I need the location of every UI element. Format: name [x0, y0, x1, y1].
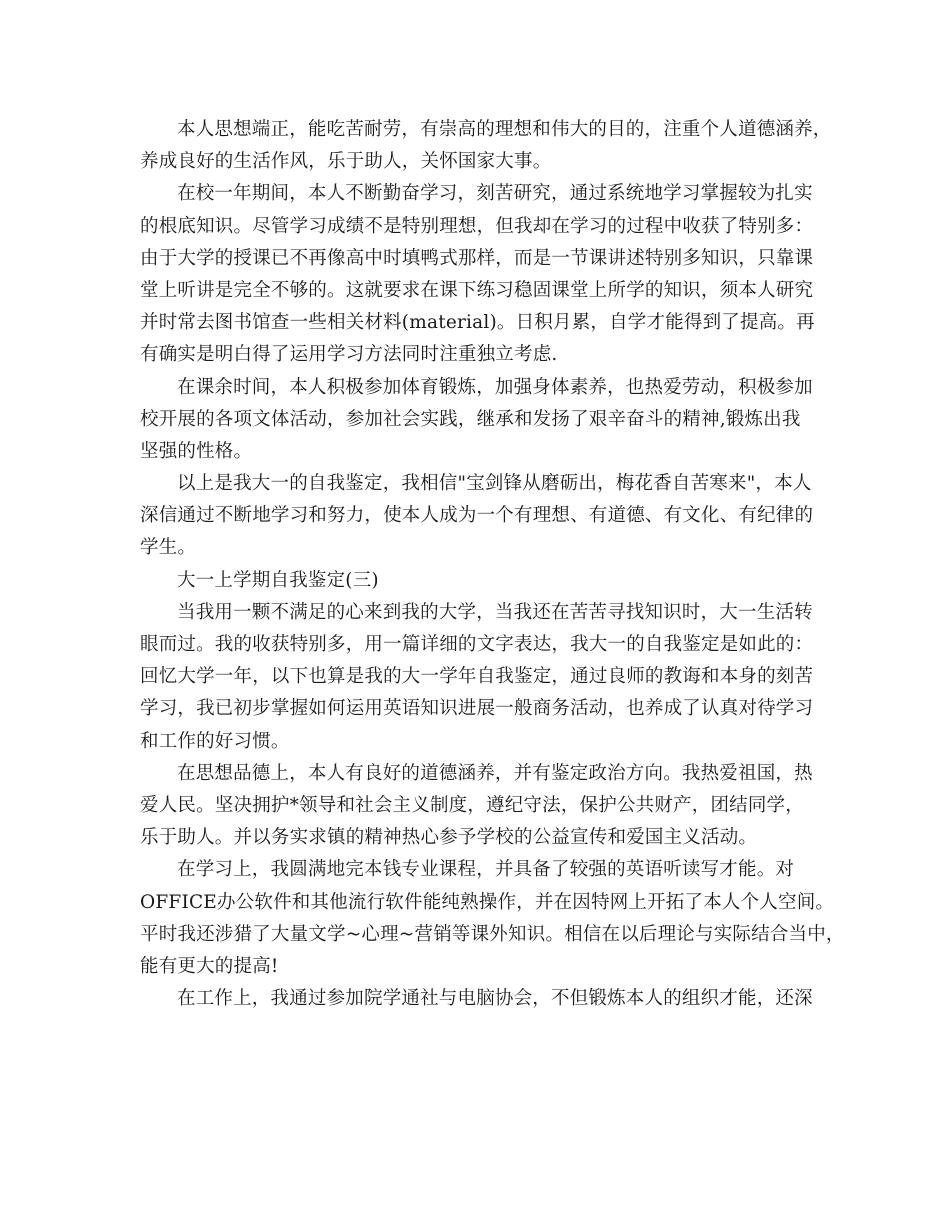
text-line: 大一上学期自我鉴定(三)	[177, 569, 379, 591]
text-line: 和工作的好习惯。	[140, 730, 290, 752]
text-line: 眼而过。我的收获特别多，用一篇详细的文字表达，我大一的自我鉴定是如此的：	[140, 634, 814, 655]
text-line: 爱人民。坚决拥护*领导和社会主义制度，遵纪守法，保护公共财产，团结同学，	[140, 794, 804, 816]
text-line: 坚强的性格。	[140, 440, 253, 462]
text-line: 由于大学的授课已不再像高中时填鸭式那样，而是一节课讲述特别多知识，只靠课	[140, 247, 814, 269]
text-line: 在学习上，我圆满地完本钱专业课程，并具备了较强的英语听读写才能。对	[177, 859, 795, 881]
text-line: 堂上听讲是完全不够的。这就要求在课下练习稳固课堂上所学的知识，须本人研究	[140, 279, 814, 301]
text-line: 有确实是明白得了运用学习方法同时注重独立考虑.	[140, 344, 558, 366]
document-body	[140, 114, 845, 1015]
text-line: 养成良好的生活作风，乐于助人，关怀国家大事。	[140, 151, 552, 173]
text-line: 当我用一颗不满足的心来到我的大学，当我还在苦苦寻找知识时，大一生活转	[177, 601, 813, 623]
text-line: 乐于助人。并以务实求镇的精神热心参予学校的公益宣传和爱国主义活动。	[140, 827, 758, 849]
text-line: 在思想品德上，本人有良好的道德涵养，并有鉴定政治方向。我热爱祖国，热	[177, 762, 813, 784]
text-line: 在工作上，我通过参加院学通社与电脑协会，不但锻炼本人的组织才能，还深	[177, 988, 813, 1010]
text-line: 学习，我已初步掌握如何运用英语知识进展一般商务活动，也养成了认真对待学习	[140, 698, 814, 720]
text-line: 在课余时间，本人积极参加体育锻炼，加强身体素养，也热爱劳动，积极参加	[177, 376, 813, 398]
text-line: 校开展的各项文体活动，参加社会实践，继承和发扬了艰辛奋斗的精神,锻炼出我	[140, 408, 801, 430]
text-line: 并时常去图书馆查一些相关材料(material)。日积月累，自学才能得到了提高。再	[140, 312, 815, 334]
text-line: 深信通过不断地学习和努力，使本人成为一个有理想、有道德、有文化、有纪律的	[140, 505, 814, 527]
text-line: 能有更大的提高!	[140, 955, 279, 977]
text-line: 的根底知识。尽管学习成绩不是特别理想，但我却在学习的过程中收获了特别多：	[140, 215, 814, 237]
text-line: 以上是我大一的自我鉴定，我相信"宝剑锋从磨砺出，梅花香自苦寒来"，本人	[177, 473, 812, 495]
text-line: 本人思想端正，能吃苦耐劳，有崇高的理想和伟大的目的，注重个人道德涵养，	[177, 119, 832, 140]
text-line: 回忆大学一年，以下也算是我的大一学年自我鉴定，通过良师的教诲和本身的刻苦	[140, 666, 814, 688]
text-line: 平时我还涉猎了大量文学~心理~营销等课外知识。相信在以后理论与实际结合当中，	[140, 923, 845, 945]
text-line: 学生。	[140, 537, 197, 559]
text-line: OFFICE办公软件和其他流行软件能纯熟操作，并在因特网上开拓了本人个人空间。	[140, 891, 835, 913]
text-line: 在校一年期间，本人不断勤奋学习，刻苦研究，通过系统地学习掌握较为扎实	[177, 183, 813, 205]
